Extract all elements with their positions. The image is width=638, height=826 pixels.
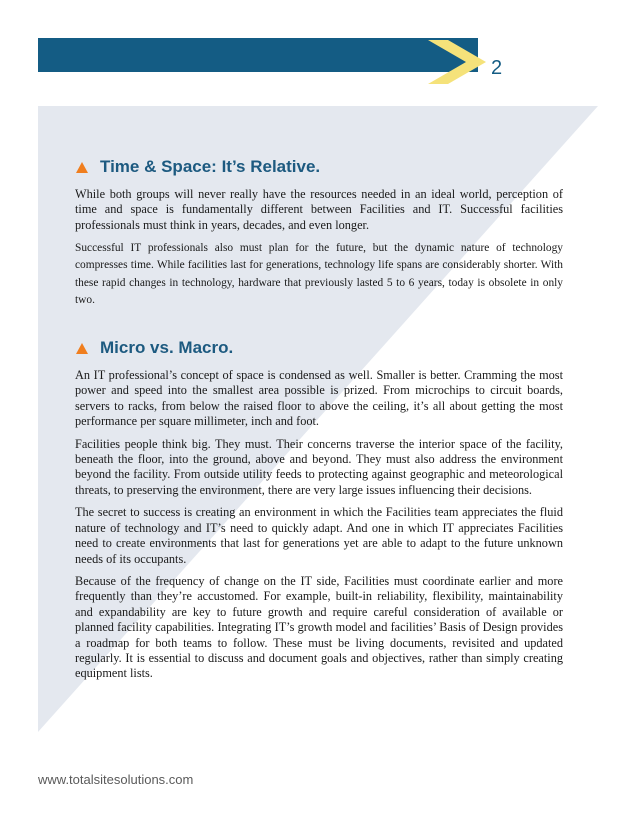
paragraph: Successful IT professionals also must plan for the future, but the dynamic nature of technology compresses time. While facilities last for generations, technology life spans are considerably shorter. With these rapid changes in technology, hardware that previously lasted 5 to 6 years, today is obsolete in only two. xyxy=(75,242,563,306)
paragraph: Facilities people think big. They must. Their concerns traverse the interior space of the facility, beneath the floor, into the ground, above and beyond. They must also address the environment beyond the facility. From outside utility feeds to protecting against geographic and meteorological threats, to preserving the environment, there are very large issues influencing their decisions. xyxy=(75,436,563,497)
triangle-bullet-icon xyxy=(76,343,88,354)
triangle-bullet-icon xyxy=(76,162,88,173)
header-bar xyxy=(38,38,478,72)
chevron-icon xyxy=(428,40,488,84)
paragraph: Because of the frequency of change on the IT side, Facilities must coordinate earlier and more frequently than they’re accustomed. For example, built-in reliability, flexibility, maintainability and expandability are key to future growth and require careful consideration of available or planned facility capabilities. Integrating IT’s growth model and facilities’ Basis of Design provides a roadmap for both teams to follow. These must be living documents, revisited and updated regularly. It is essential to discuss and document goals and objectives, rather than simply creating equipment lists. xyxy=(75,573,563,681)
paragraph: An IT professional’s concept of space is condensed as well. Smaller is better. Cramming the most power and speed into the smallest area possible is prized. From microchips to circuit boards, servers to racks, from below the raised floor to above the ceiling, it’s all about getting the most performance per square millimeter, inch and foot. xyxy=(75,368,563,429)
section-heading xyxy=(75,157,563,177)
page-number: 2 xyxy=(491,57,503,79)
footer-website-url[interactable]: www.totalsitesolutions.com xyxy=(38,772,194,787)
main-content xyxy=(75,157,563,689)
paragraph: The secret to success is creating an environment in which the Facilities team appreciates the fluid nature of technology and IT’s need to quickly adapt. And one in which IT appreciates Facilities need to create environments that last for generations yet are able to adapt to the future unknown needs of its occupants. xyxy=(75,505,563,566)
paragraph: While both groups will never really have the resources needed in an ideal world, perception of time and space is fundamentally different between Facilities and IT. Successful facilities professionals must think in years, decades, and even longer. xyxy=(75,187,563,232)
section-micro-macro xyxy=(75,338,563,682)
section-heading xyxy=(75,338,563,358)
section-heading-text: Time & Space: It’s Relative. xyxy=(100,157,321,176)
section-time-space xyxy=(75,157,563,309)
section-heading-text: Micro vs. Macro. xyxy=(100,338,234,358)
